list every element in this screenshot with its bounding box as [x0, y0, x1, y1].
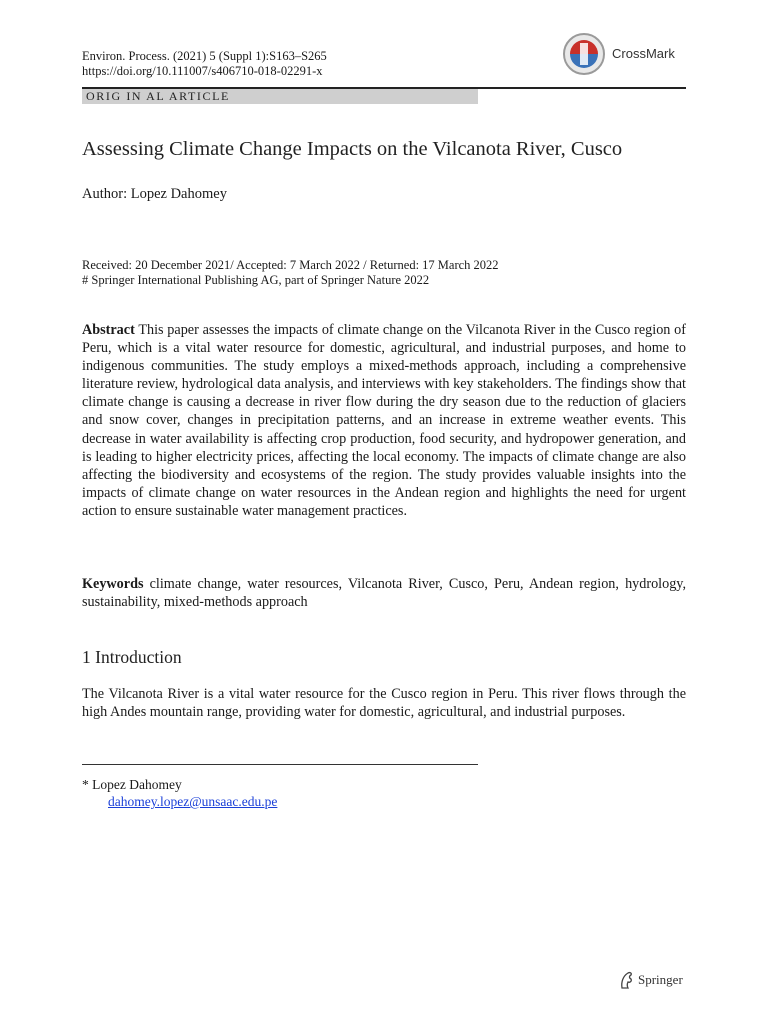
abstract-label: Abstract — [82, 322, 135, 338]
author-line: Author: Lopez Dahomey — [82, 186, 227, 202]
springer-wordmark: Springer — [638, 972, 683, 987]
doi-link[interactable]: https://doi.org/10.111007/s406710-018-02291-x — [82, 64, 323, 78]
keywords-label: Keywords — [82, 576, 144, 592]
footnote-author: * Lopez Dahomey — [82, 777, 182, 792]
crossmark-label: CrossMark — [612, 46, 675, 61]
article-type-label: ORIG IN AL ARTICLE — [86, 89, 230, 103]
keywords-text: climate change, water resources, Vilcanota River, Cusco, Peru, Andean region, hydrology, sustainability, mixed-methods approach — [82, 576, 687, 611]
article-title: Assessing Climate Change Impacts on the Vilcanota River, Cusco — [82, 138, 623, 160]
springer-horse-icon — [618, 970, 636, 990]
author-email-link[interactable]: dahomey.lopez@unsaac.edu.pe — [108, 794, 278, 809]
abstract — [82, 321, 686, 520]
section-heading-introduction: 1 Introduction — [82, 647, 182, 667]
crossmark-icon — [560, 32, 608, 76]
crossmark-badge[interactable] — [560, 32, 690, 76]
introduction-paragraph: The Vilcanota River is a vital water resource for the Cusco region in Peru. This river flows through the high Andes mountain range, providing water for domestic, agricultural, and industrial purposes. — [82, 686, 686, 721]
abstract-text: This paper assesses the impacts of climate change on the Vilcanota River in the Cusco region of Peru, which is a vital water resource for domestic, agricultural, and industrial purposes, and home to indigenous communities. The study employs a mixed-methods approach, including a comprehensive literature review, hydrological data analysis, and interviews with key stakeholders. The findings show that climate change is causing a decrease in river flow during the dry season due to the reduction of glaciers and snow cover, changes in precipitation patterns, and an increase in extreme weather events. This decrease in water availability is affecting crop production, food security, and hydropower generation, and is leading to higher electricity prices, affecting the local economy. The impacts of climate change are also affecting the biodiversity and ecosystems of the region. The study provides valuable insights into the impacts of climate change on water resources in the Andean region and highlights the need for urgent action to ensure sustainable water management practices. — [82, 322, 686, 519]
footnote-rule — [82, 764, 478, 765]
article-type-bar — [82, 89, 478, 104]
publisher-copyright: # Springer International Publishing AG, part of Springer Nature 2022 — [82, 273, 430, 287]
keywords — [82, 575, 686, 611]
article-dates: Received: 20 December 2021/ Accepted: 7 March 2022 / Returned: 17 March 2022 — [82, 258, 499, 272]
springer-logo — [618, 970, 698, 992]
journal-citation: Environ. Process. (2021) 5 (Suppl 1):S163–S265 — [82, 49, 327, 63]
